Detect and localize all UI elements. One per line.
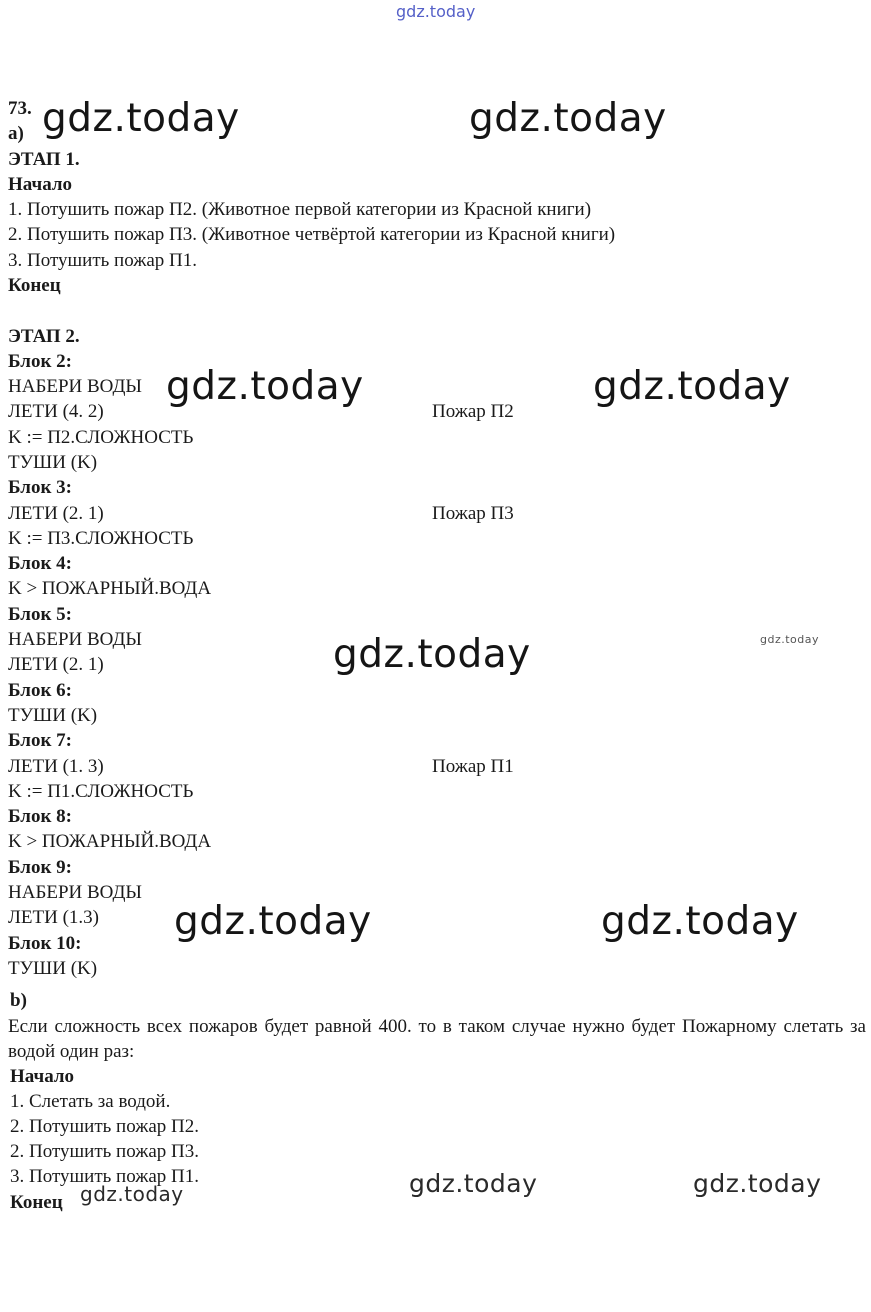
watermark: gdz.today [601, 899, 799, 944]
stage1-end: Конец [8, 275, 61, 296]
watermark: gdz.today [166, 364, 364, 409]
part-b-step: 3. Потушить пожар П1. [10, 1166, 200, 1187]
block-label: Блок 4: [8, 553, 72, 574]
block-line: ЛЕТИ (2. 1) [8, 654, 104, 675]
header-watermark: gdz.today [396, 2, 476, 21]
block-label: Блок 7: [8, 730, 72, 751]
block-label: Блок 3: [8, 477, 72, 498]
block-line: K := П3.СЛОЖНОСТЬ [8, 528, 194, 549]
block-label: Блок 10: [8, 933, 82, 954]
block-label: Блок 8: [8, 806, 72, 827]
block-line: НАБЕРИ ВОДЫ [8, 882, 142, 903]
part-b-paragraph: Если сложность всех пожаров будет равной 400. то в таком случае нужно будет Пожарному слетать за водой один раз: [8, 1016, 866, 1062]
part-b-label: b) [10, 990, 27, 1011]
stage1-title: ЭТАП 1. [8, 149, 80, 170]
stage1-begin: Начало [8, 174, 73, 195]
watermark: gdz.today [333, 632, 531, 677]
block-label: Блок 9: [8, 857, 72, 878]
watermark: gdz.today [469, 96, 667, 141]
watermark: gdz.today [174, 899, 372, 944]
part-b-step: 1. Слетать за водой. [10, 1091, 171, 1112]
block-line: ЛЕТИ (2. 1) [8, 503, 104, 524]
block-line: ТУШИ (K) [8, 958, 98, 979]
fire-note: Пожар П2 [432, 401, 514, 422]
fire-note: Пожар П3 [432, 503, 514, 524]
watermark: gdz.today [42, 96, 240, 141]
part-b-step: 2. Потушить пожар П3. [10, 1141, 200, 1162]
block-line: K := П1.СЛОЖНОСТЬ [8, 781, 194, 802]
watermark: gdz.today [593, 364, 791, 409]
block-label: Блок 2: [8, 351, 72, 372]
stage1-step: 2. Потушить пожар П3. (Животное четвёртой категории из Красной книги) [8, 224, 616, 245]
block-line: K > ПОЖАРНЫЙ.ВОДА [8, 578, 212, 599]
part-a-label: а) [8, 123, 24, 144]
task-number: 73. [8, 98, 32, 119]
block-label: Блок 6: [8, 680, 72, 701]
part-b-step: 2. Потушить пожар П2. [10, 1116, 200, 1137]
part-b-end: Конец [10, 1192, 63, 1213]
block-line: ЛЕТИ (1.3) [8, 907, 99, 928]
block-line: ЛЕТИ (1. 3) [8, 756, 104, 777]
watermark: gdz.today [760, 633, 820, 646]
block-line: K > ПОЖАРНЫЙ.ВОДА [8, 831, 212, 852]
block-line: НАБЕРИ ВОДЫ [8, 629, 142, 650]
block-line: ТУШИ (K) [8, 452, 98, 473]
block-line: K := П2.СЛОЖНОСТЬ [8, 427, 194, 448]
block-line: ТУШИ (K) [8, 705, 98, 726]
part-b-begin: Начало [10, 1066, 75, 1087]
stage1-step: 1. Потушить пожар П2. (Животное первой категории из Красной книги) [8, 199, 592, 220]
block-line: ЛЕТИ (4. 2) [8, 401, 104, 422]
block-label: Блок 5: [8, 604, 72, 625]
stage2-title: ЭТАП 2. [8, 326, 80, 347]
watermark: gdz.today [693, 1169, 822, 1198]
watermark: gdz.today [409, 1169, 538, 1198]
block-line: НАБЕРИ ВОДЫ [8, 376, 142, 397]
stage1-step: 3. Потушить пожар П1. [8, 250, 198, 271]
watermark: gdz.today [80, 1182, 184, 1206]
fire-note: Пожар П1 [432, 756, 514, 777]
